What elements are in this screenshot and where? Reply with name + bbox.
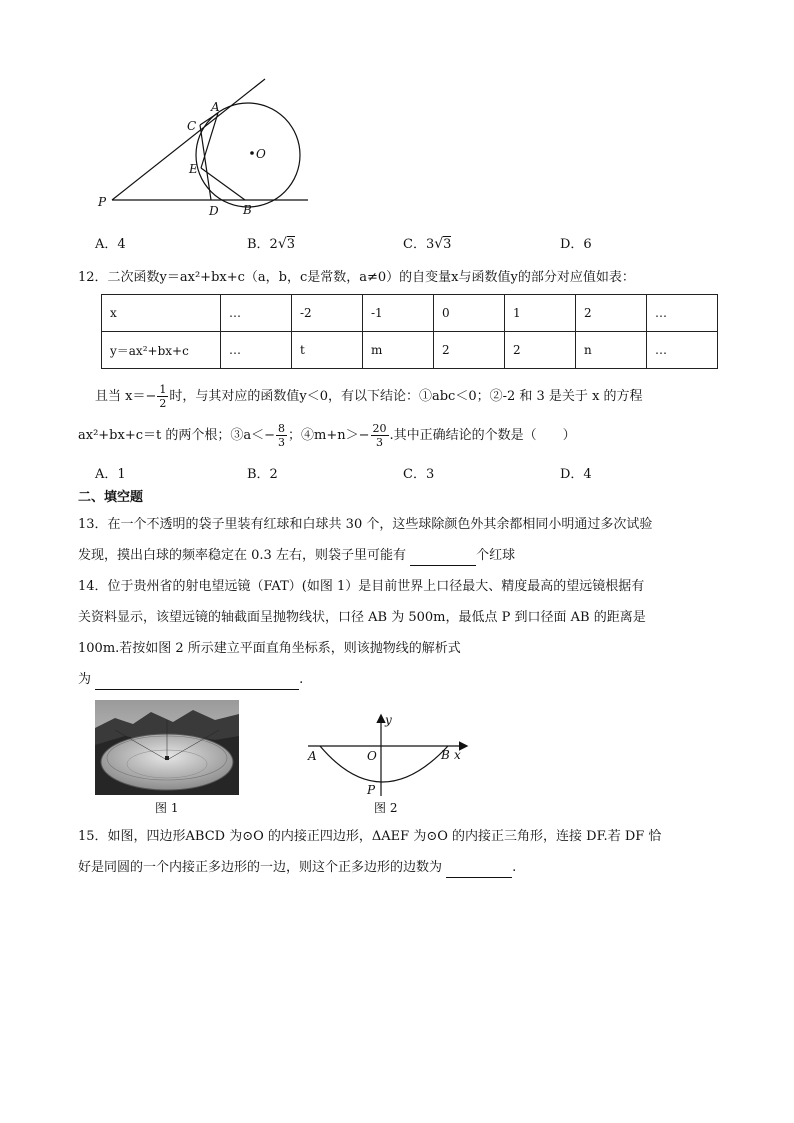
label-o: O (256, 147, 266, 161)
q11-option-c: C．3√3 (403, 236, 452, 252)
tangent-line-pa (112, 79, 265, 200)
q11-option-d: D．6 (560, 237, 592, 252)
table-cell: … (221, 295, 292, 332)
figure2-caption: 图 2 (374, 801, 398, 815)
point-label-p: P (367, 783, 376, 797)
q14-line4: 为 . (78, 670, 303, 690)
circle-o (196, 103, 300, 207)
q12-stem: 12．二次函数y＝ax²+bx+c（a，b，c是常数，a≠0）的自变量x与函数值y的部分对应值如表： (78, 270, 635, 285)
answer-blank[interactable] (410, 551, 476, 566)
table-cell: … (221, 332, 292, 369)
q14-line3: 100m.若按如图 2 所示建立平面直角坐标系，则该抛物线的解析式 (78, 641, 461, 656)
label-p: P (98, 195, 107, 209)
figure1-caption: 图 1 (155, 801, 179, 815)
q15-line2: 好是同圆的一个内接正多边形的一边，则这个正多边形的边数为 . (78, 858, 516, 878)
parabola-figure (300, 712, 480, 802)
fraction: $\frac{1}{2}$ (159, 383, 167, 410)
origin-label-o: O (367, 749, 377, 763)
table-cell: m (363, 332, 434, 369)
answer-blank[interactable] (446, 863, 512, 878)
table-cell: … (647, 332, 718, 369)
label-e: E (189, 162, 198, 176)
table-row (102, 295, 718, 332)
table-cell: -1 (363, 295, 434, 332)
table-cell: … (647, 295, 718, 332)
table-cell: -2 (292, 295, 363, 332)
q12-condition-line: 且当 x＝− $\frac{1}{2}$ 时，与其对应的函数值y＜0，有以下结论：①abc＜0；②-2 和 3 是关于 x 的方程 (95, 383, 643, 410)
label-a: A (211, 100, 220, 114)
answer-blank[interactable] (95, 675, 299, 690)
table-cell: y＝ax²+bx+c (102, 332, 221, 369)
label-b: B (243, 203, 252, 217)
q11-option-b: B．2√3 (247, 236, 296, 252)
table-cell: 1 (505, 295, 576, 332)
q12-option-c: C．3 (403, 467, 435, 482)
point-label-b: B (441, 748, 450, 762)
label-d: D (209, 204, 219, 218)
point-label-a: A (308, 749, 317, 763)
tangent-circle-figure (90, 72, 320, 222)
q12-option-d: D．4 (560, 467, 592, 482)
segment-cd (200, 125, 211, 200)
q14-line1: 14．位于贵州省的射电望远镜（FAT）(如图 1）是目前世界上口径最大、精度最高的望远镜根据有 (78, 579, 645, 594)
fraction: $\frac{8}{3}$ (278, 422, 286, 449)
parabola-curve (320, 746, 448, 782)
center-point-o (250, 151, 254, 155)
q12-option-b: B．2 (247, 467, 278, 482)
q13-line2: 发现，摸出白球的频率稳定在 0.3 左右，则袋子里可能有 个红球 (78, 546, 515, 566)
value-table (101, 294, 718, 369)
table-cell: 0 (434, 295, 505, 332)
axis-label-y: y (385, 713, 392, 727)
telescope-photo (95, 700, 239, 795)
section-heading: 二、填空题 (78, 490, 144, 505)
table-cell: 2 (434, 332, 505, 369)
q13-line1: 13．在一个不透明的袋子里装有红球和白球共 30 个，这些球除颜色外其余都相同小明通过多次试验 (78, 517, 653, 532)
axis-label-x: x (454, 748, 461, 762)
segment-eb (201, 168, 245, 200)
label-c: C (187, 119, 197, 133)
q14-line2: 关资料显示，该望远镜的轴截面呈抛物线状，口径 AB 为 500m，最低点 P 到口径面 AB 的距离是 (78, 610, 646, 625)
q11-option-a: A．4 (95, 237, 126, 252)
table-cell: x (102, 295, 221, 332)
table-cell: t (292, 332, 363, 369)
q15-line1: 15．如图，四边形ABCD 为⊙O 的内接正四边形，ΔAEF 为⊙O 的内接正三角形，连接 DF.若 DF 恰 (78, 829, 662, 844)
segment-ae (201, 113, 218, 168)
table-cell: n (576, 332, 647, 369)
table-cell: 2 (576, 295, 647, 332)
q12-conclusions-line: ax²+bx+c＝t 的两个根；③a＜− $\frac{8}{3}$ ；④m+n＞− $\frac{20}{3}$ .其中正确结论的个数是（ ） (78, 422, 576, 449)
table-cell: 2 (505, 332, 576, 369)
table-row (102, 332, 718, 369)
q12-option-a: A．1 (95, 467, 126, 482)
fraction: $\frac{20}{3}$ (372, 422, 387, 449)
